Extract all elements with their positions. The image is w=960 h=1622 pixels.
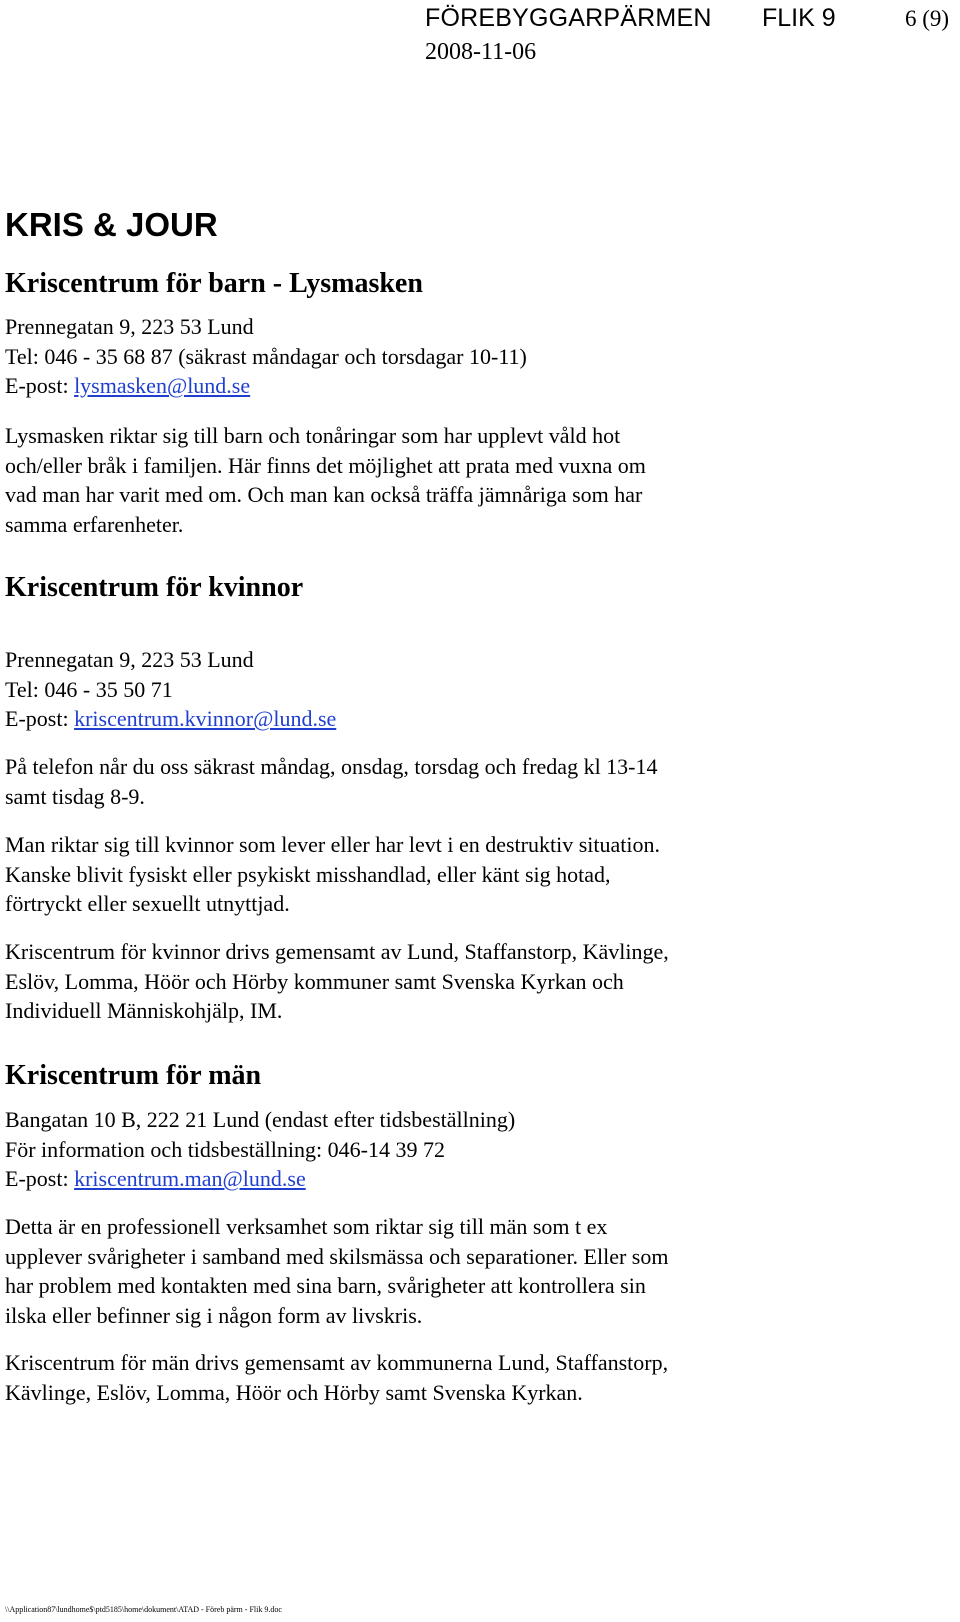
email-label: E-post: bbox=[5, 1166, 75, 1191]
lysmasken-address: Prennegatan 9, 223 53 Lund bbox=[5, 314, 254, 339]
paragraph-line: Individuell Människohjälp, IM. bbox=[5, 998, 283, 1023]
page-number: 6 (9) bbox=[905, 6, 950, 31]
paragraph-line: vad man har varit med om. Och man kan också träffa jämnåriga som har bbox=[5, 482, 643, 507]
kvinnor-phone: Tel: 046 - 35 50 71 bbox=[5, 676, 173, 702]
paragraph-line: Detta är en professionell verksamhet som riktar sig till män som t ex bbox=[5, 1214, 608, 1239]
lysmasken-contact bbox=[5, 312, 527, 401]
paragraph-line: ilska eller befinner sig i någon form av livskris. bbox=[5, 1302, 423, 1328]
paragraph-line: Man riktar sig till kvinnor som lever eller har levt i en destruktiv situation. bbox=[5, 832, 660, 857]
kvinnor-heading: Kriscentrum för kvinnor bbox=[5, 572, 304, 603]
lysmasken-phone: Tel: 046 - 35 68 87 (säkrast måndagar och torsdagar 10-11) bbox=[5, 343, 527, 369]
lysmasken-heading: Kriscentrum för barn - Lysmasken bbox=[5, 268, 423, 299]
paragraph-line: Kävlinge, Eslöv, Lomma, Höör och Hörby samt Svenska Kyrkan. bbox=[5, 1379, 583, 1405]
man-email-link[interactable]: kriscentrum.man@lund.se bbox=[74, 1166, 306, 1191]
email-label: E-post: bbox=[5, 706, 75, 731]
paragraph-line: Kanske blivit fysiskt eller psykiskt misshandlad, eller känt sig hotad, bbox=[5, 861, 611, 887]
paragraph-line: samma erfarenheter. bbox=[5, 511, 184, 537]
footer-file-path: \\Application87\lundhome$\ptd5185\home\dokument\ATAD - Föreb pärm - Flik 9.doc bbox=[5, 1605, 282, 1614]
paragraph-line: Kriscentrum för män drivs gemensamt av kommunerna Lund, Staffanstorp, bbox=[5, 1350, 669, 1375]
paragraph-line: och/eller bråk i familjen. Här finns det möjlighet att prata med vuxna om bbox=[5, 452, 646, 478]
paragraph-line: Lysmasken riktar sig till barn och tonåringar som har upplevt våld hot bbox=[5, 423, 621, 448]
kvinnor-address: Prennegatan 9, 223 53 Lund bbox=[5, 647, 254, 672]
man-description bbox=[5, 1212, 668, 1330]
document-header-tab: FLIK 9 bbox=[762, 4, 836, 32]
paragraph-line: Kriscentrum för kvinnor drivs gemensamt av Lund, Staffanstorp, Kävlinge, bbox=[5, 939, 669, 964]
paragraph-line: har problem med kontakten med sina barn, svårigheter att kontrollera sin bbox=[5, 1273, 646, 1298]
email-label: E-post: bbox=[5, 373, 75, 398]
man-email-line bbox=[5, 1164, 515, 1194]
paragraph-line: Eslöv, Lomma, Höör och Hörby kommuner samt Svenska Kyrkan och bbox=[5, 968, 624, 994]
man-operators bbox=[5, 1348, 668, 1407]
kvinnor-email-link[interactable]: kriscentrum.kvinnor@lund.se bbox=[74, 706, 337, 731]
kvinnor-email-line bbox=[5, 704, 336, 734]
man-heading: Kriscentrum för män bbox=[5, 1060, 262, 1091]
section-title: KRIS & JOUR bbox=[5, 206, 218, 243]
kvinnor-operators bbox=[5, 937, 669, 1026]
man-contact bbox=[5, 1105, 515, 1194]
paragraph-line: förtryckt eller sexuellt utnyttjad. bbox=[5, 891, 290, 916]
kvinnor-phone-hours bbox=[5, 752, 658, 811]
lysmasken-description bbox=[5, 421, 646, 539]
kvinnor-contact bbox=[5, 645, 336, 734]
lysmasken-email-link[interactable]: lysmasken@lund.se bbox=[74, 373, 251, 398]
document-header-title: FÖREBYGGARPÄRMEN bbox=[425, 4, 712, 32]
paragraph-line: samt tisdag 8-9. bbox=[5, 783, 145, 809]
man-info: För information och tidsbeställning: 046-14 39 72 bbox=[5, 1136, 445, 1162]
paragraph-line: På telefon når du oss säkrast måndag, onsdag, torsdag och fredag kl 13-14 bbox=[5, 754, 658, 779]
lysmasken-email-line bbox=[5, 371, 527, 401]
paragraph-line: upplever svårigheter i samband med skilsmässa och separationer. Eller som bbox=[5, 1243, 669, 1269]
man-address: Bangatan 10 B, 222 21 Lund (endast efter tidsbeställning) bbox=[5, 1107, 516, 1132]
document-date: 2008-11-06 bbox=[425, 39, 537, 65]
kvinnor-target bbox=[5, 830, 660, 919]
